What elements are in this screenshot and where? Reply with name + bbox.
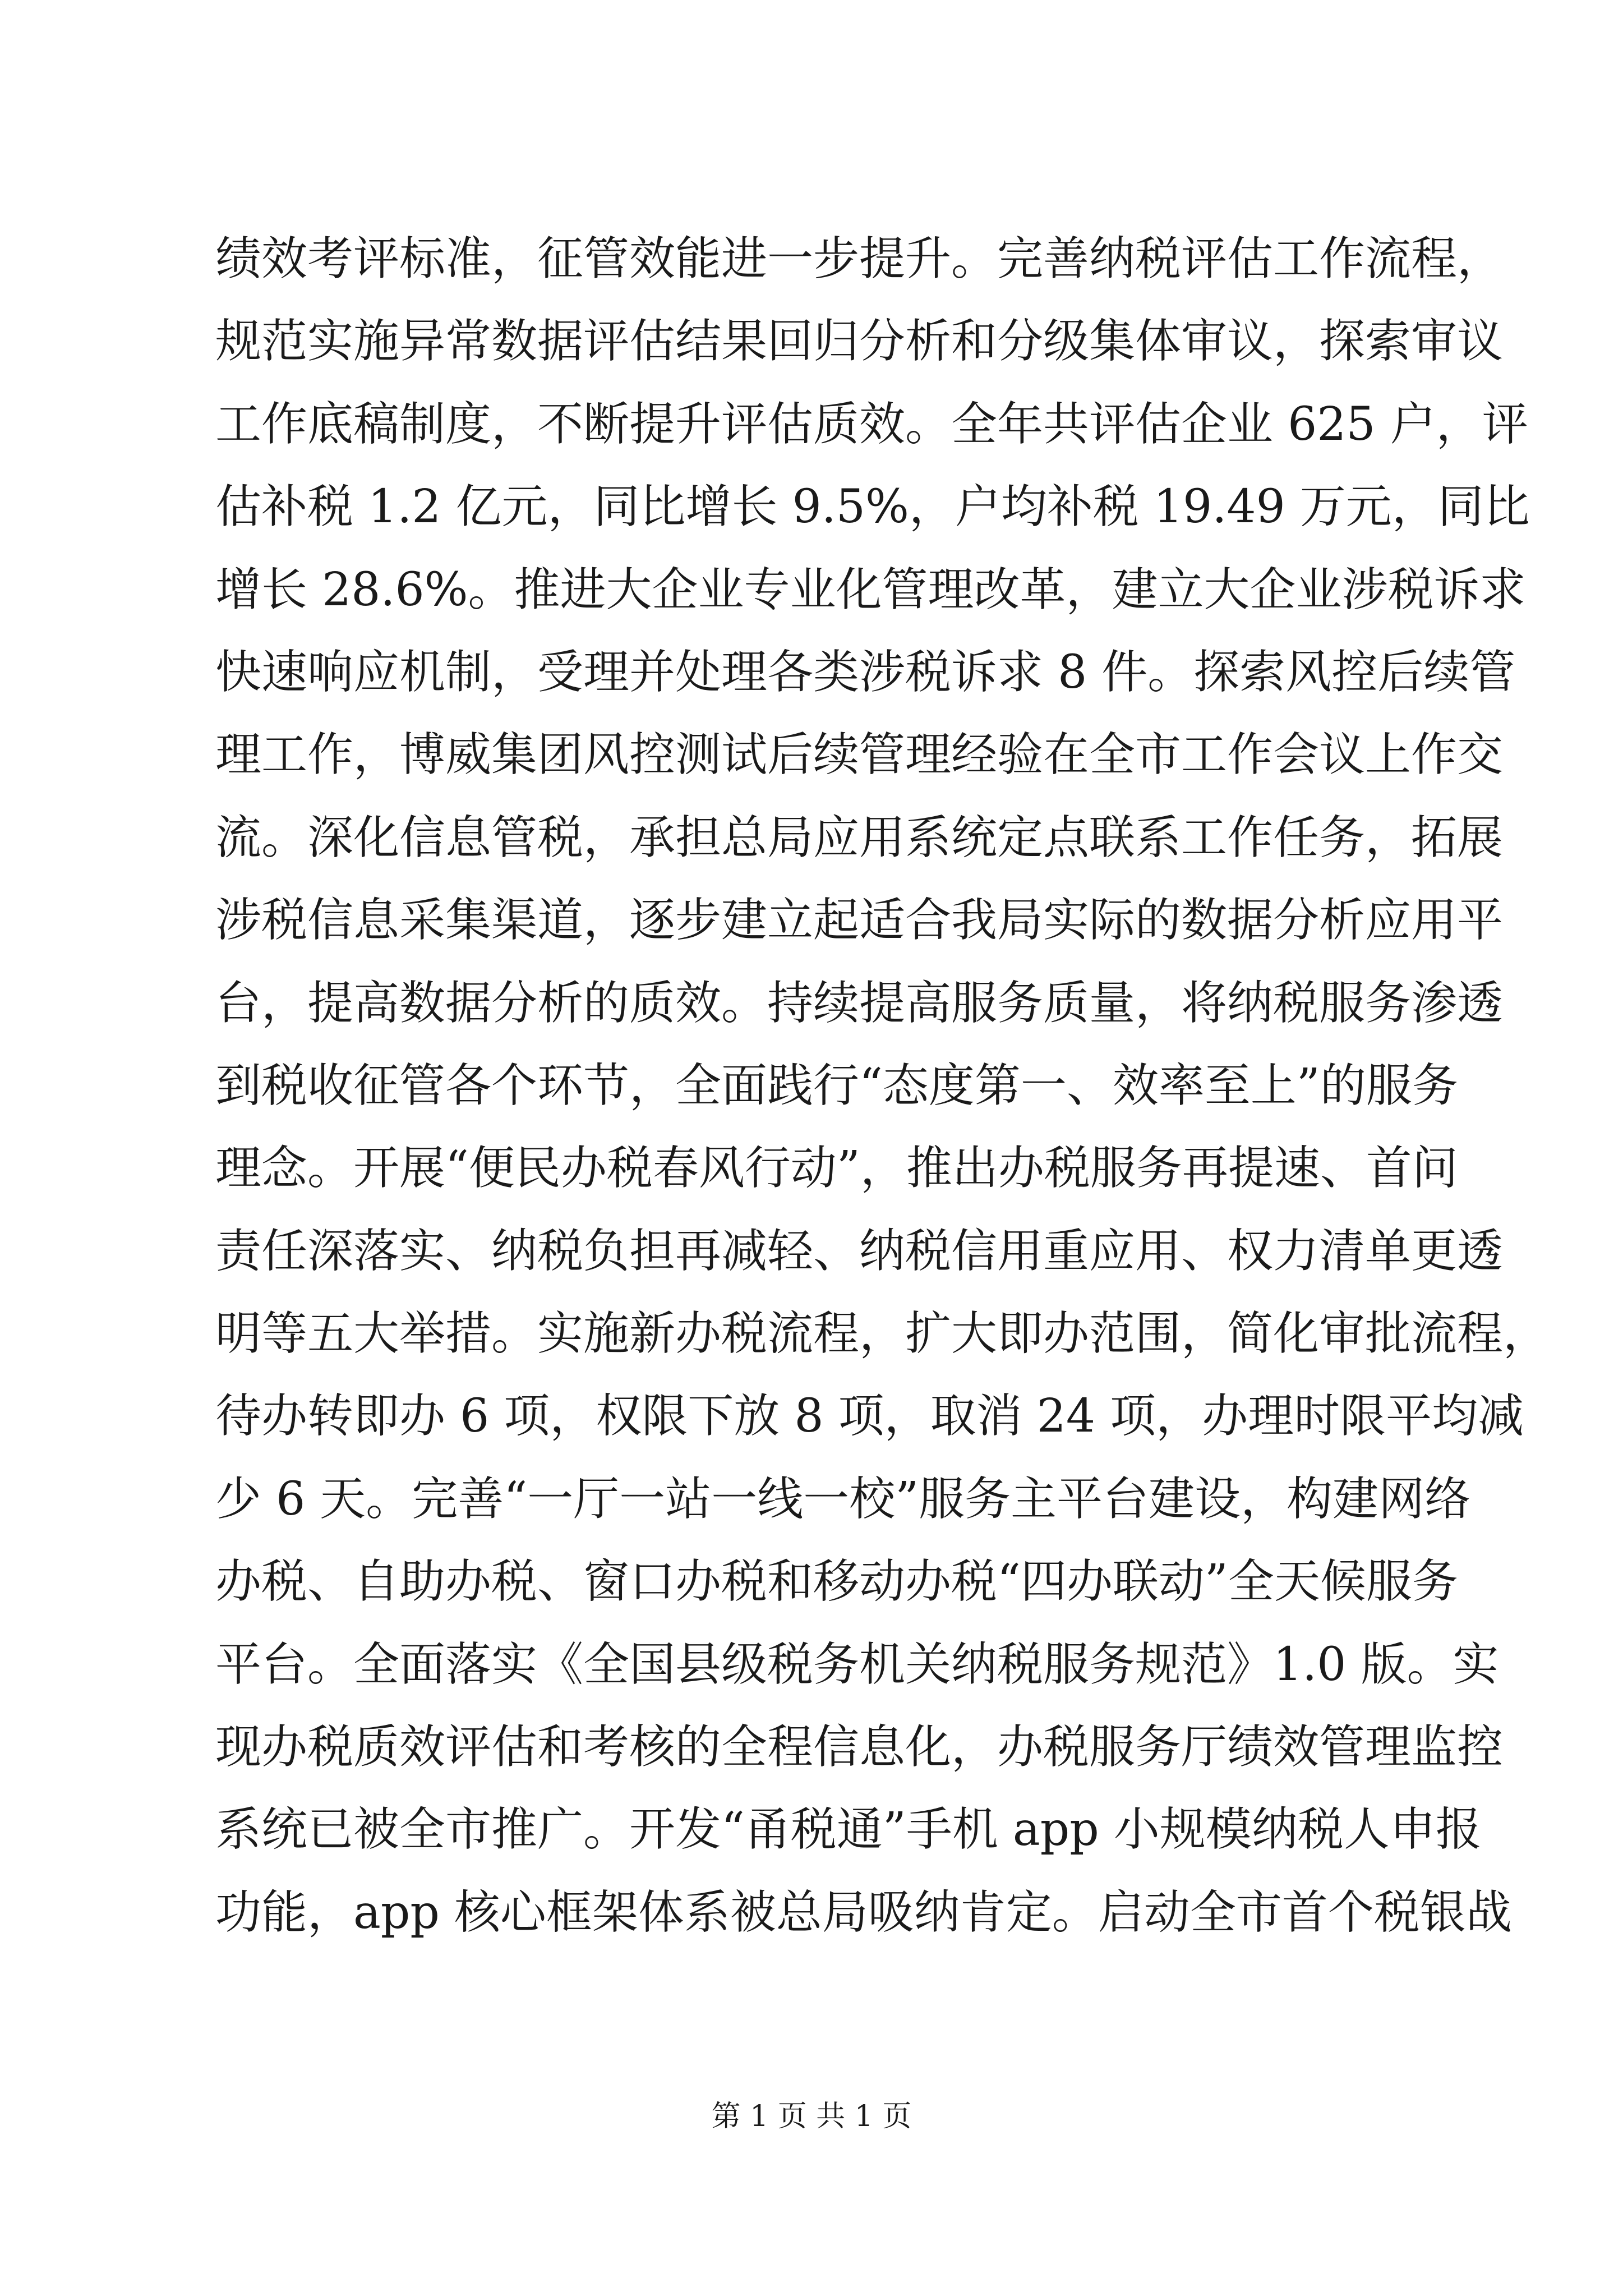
text-line: 理念。开展“便民办税春风行动”，推出办税服务再提速、首问 (215, 1142, 1458, 1195)
text-line: 到税收征管各个环节，全面践行“态度第一、效率至上”的服务 (215, 1059, 1458, 1112)
text-line: 平台。全面落实《全国县级税务机关纳税服务规范》1.0 版。实 (215, 1637, 1499, 1691)
page-footer: 第 1 页 共 1 页 (711, 2100, 912, 2133)
text-line: 台，提高数据分析的质效。持续提高服务质量，将纳税服务渗透 (215, 976, 1504, 1030)
text-line: 工作底稿制度，不断提升评估质效。全年共评估企业 625 户，评 (215, 397, 1528, 451)
body-text (215, 218, 1550, 1954)
text-line: 估补税 1.2 亿元，同比增长 9.5%，户均补税 19.49 万元，同比 (215, 480, 1530, 534)
text-line: 责任深落实、纳税负担再减轻、纳税信用重应用、权力清单更透 (215, 1224, 1504, 1278)
text-line: 待办转即办 6 项，权限下放 8 项，取消 24 项，办理时限平均减 (215, 1389, 1524, 1443)
text-line: 系统已被全市推广。开发“甬税通”手机 app 小规模纳税人申报 (215, 1803, 1482, 1857)
text-line: 规范实施异常数据评估结果回归分析和分级集体审议，探索审议 (215, 315, 1504, 369)
text-line: 流。深化信息管税，承担总局应用系统定点联系工作任务，拓展 (215, 811, 1504, 864)
text-line: 少 6 天。完善“一厅一站一线一校”服务主平台建设，构建网络 (215, 1472, 1471, 1526)
text-line: 理工作，博威集团风控测试后续管理经验在全市工作会议上作交 (215, 728, 1504, 782)
text-line: 涉税信息采集渠道，逐步建立起适合我局实际的数据分析应用平 (215, 894, 1504, 947)
text-line: 办税、自助办税、窗口办税和移动办税“四办联动”全天候服务 (215, 1555, 1458, 1609)
text-line: 明等五大举措。实施新办税流程，扩大即办范围，简化审批流程， (215, 1307, 1550, 1361)
text-line: 绩效考评标准，征管效能进一步提升。完善纳税评估工作流程， (215, 232, 1504, 286)
text-line: 现办税质效评估和考核的全程信息化，办税服务厅绩效管理监控 (215, 1720, 1504, 1774)
text-line: 功能，app 核心框架体系被总局吸纳肯定。启动全市首个税银战 (215, 1885, 1512, 1939)
text-line: 快速响应机制，受理并处理各类涉税诉求 8 件。探索风控后续管 (215, 645, 1516, 699)
text-line: 增长 28.6%。推进大企业专业化管理改革，建立大企业涉税诉求 (215, 563, 1526, 616)
